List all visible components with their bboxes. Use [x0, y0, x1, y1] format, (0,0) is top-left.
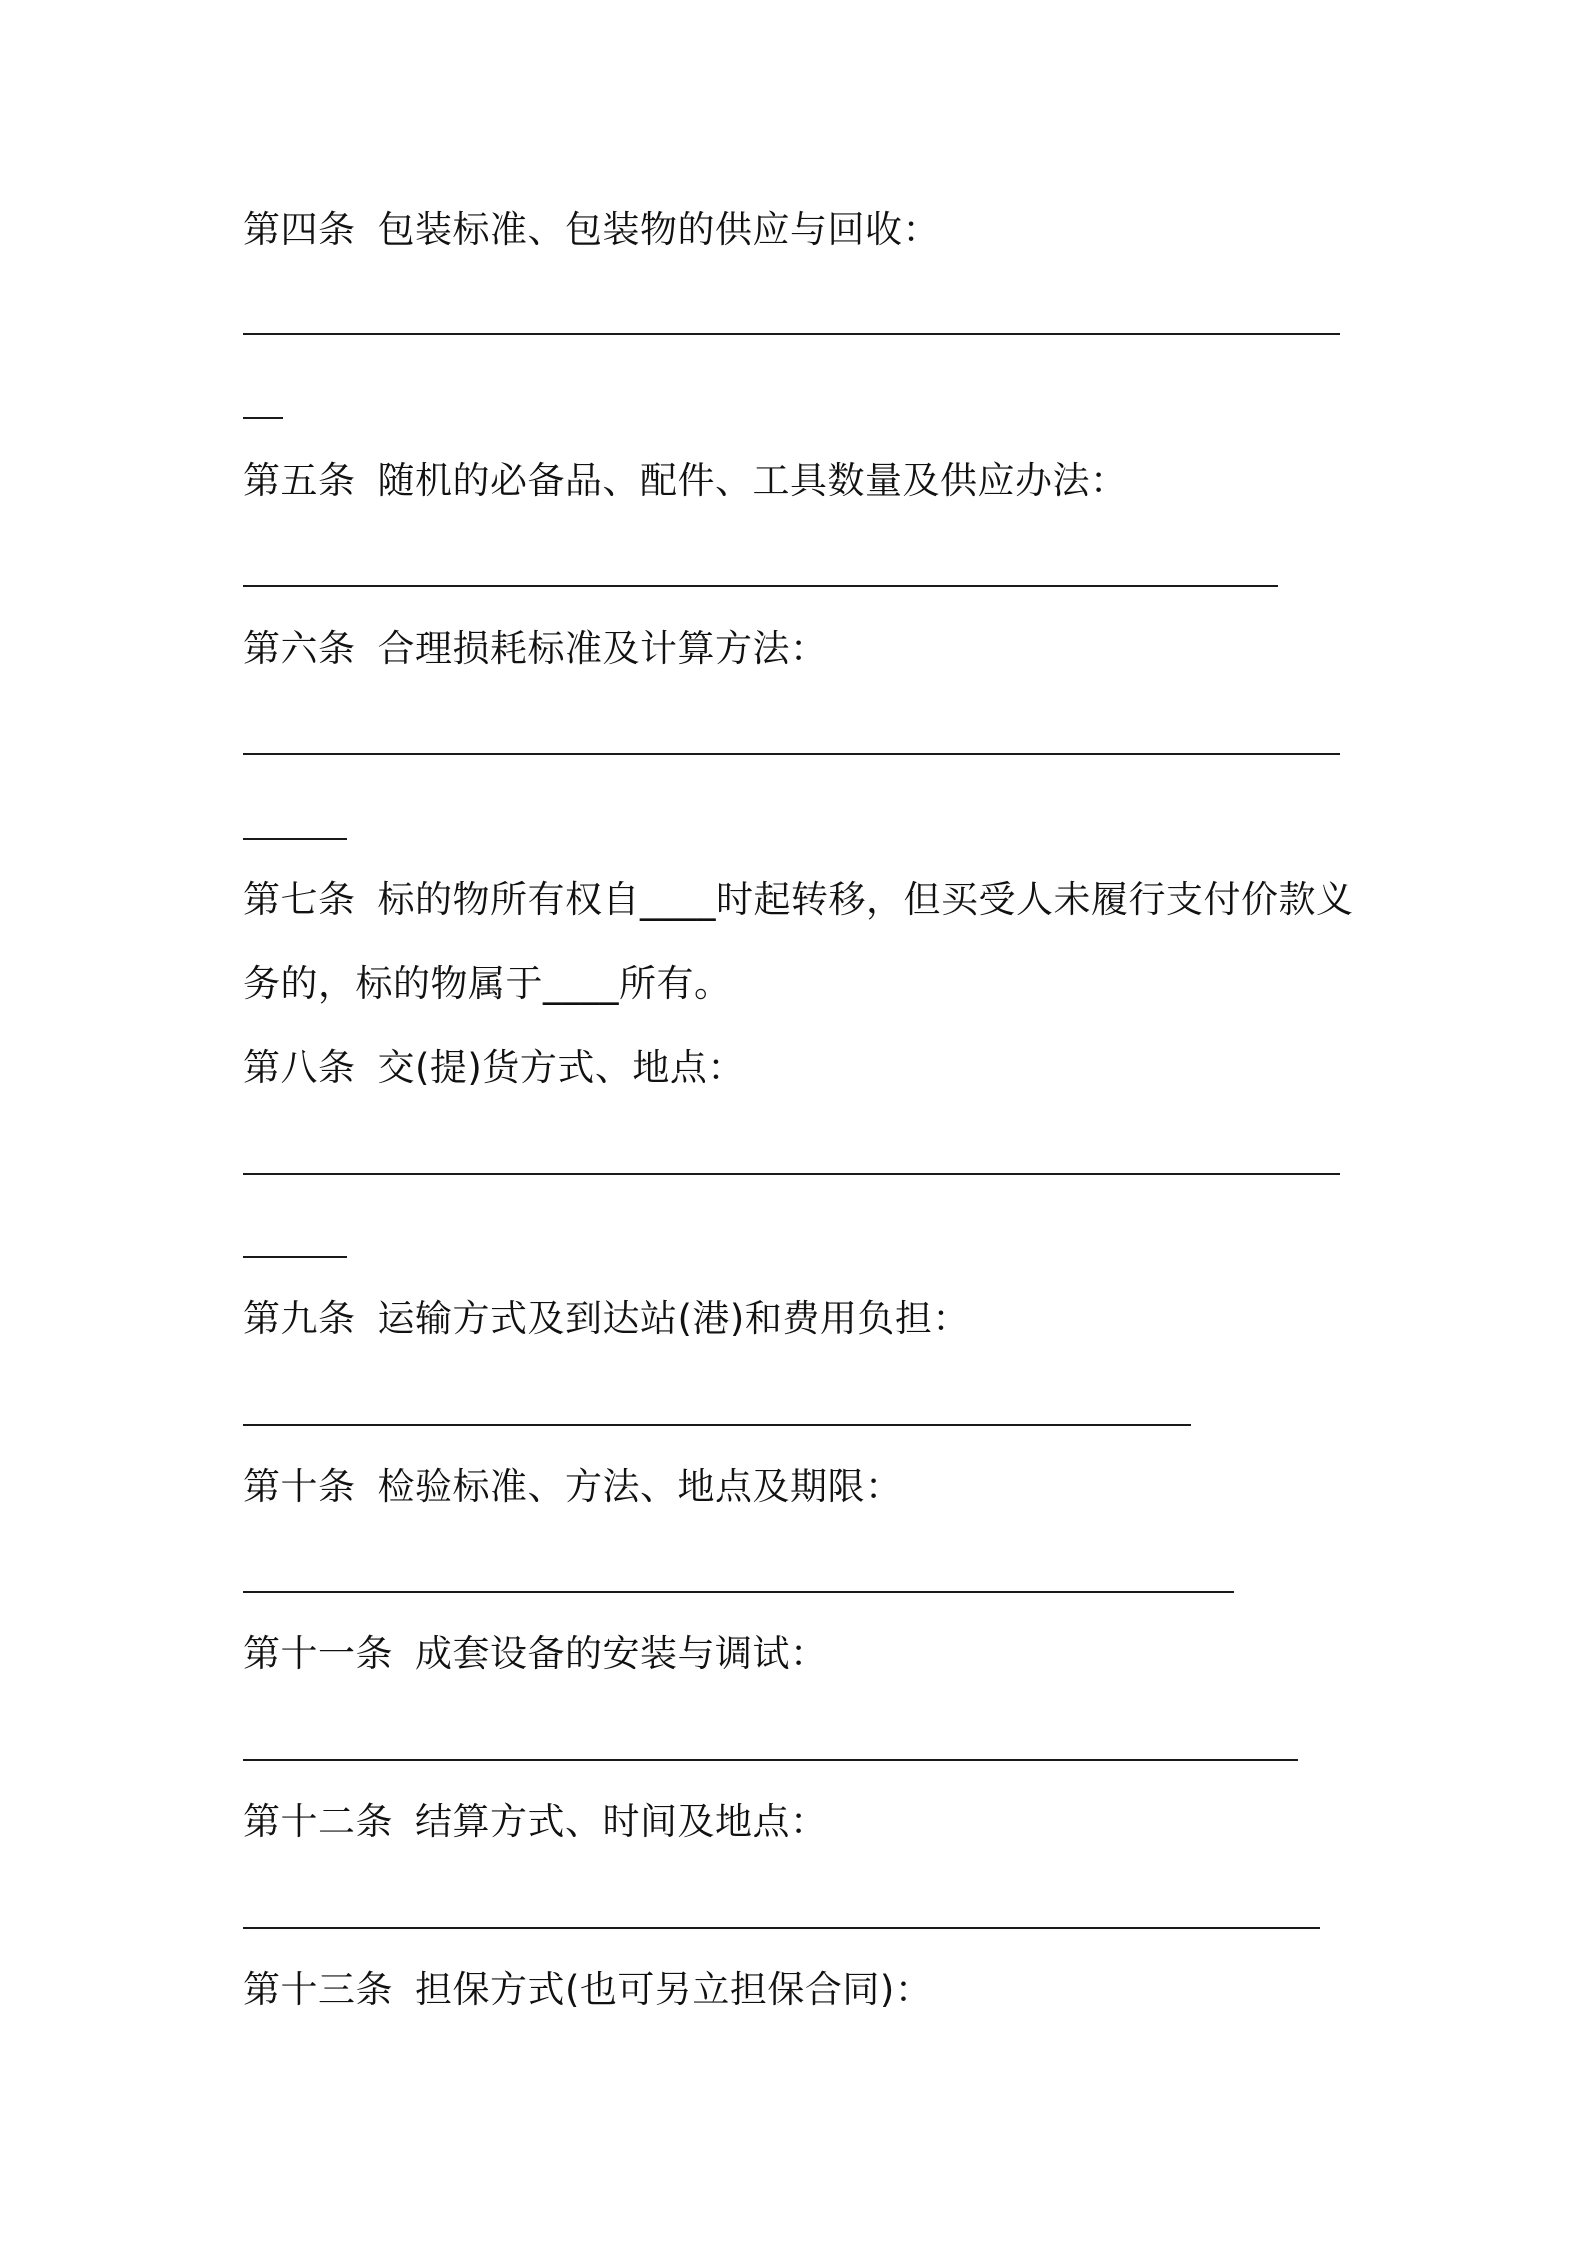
clause-7-number: 第七条 — [243, 878, 356, 921]
clause-11 — [243, 1629, 828, 1679]
clause-7-continued — [243, 959, 732, 1009]
clause-4-fill-line — [243, 333, 1340, 335]
clause-4-number: 第四条 — [243, 208, 356, 251]
clause-6-number: 第六条 — [243, 627, 356, 670]
clause-13 — [243, 1965, 932, 2015]
clause-11-title: 成套设备的安装与调试： — [415, 1632, 828, 1675]
clause-9-fill-line — [243, 1424, 1191, 1426]
clause-12-title: 结算方式、时间及地点： — [415, 1800, 828, 1843]
clause-8-fill-line — [243, 1173, 1340, 1175]
clause-9-number: 第九条 — [243, 1297, 356, 1340]
clause-7-text-line2: 务的，标的物属于____所有。 — [243, 962, 732, 1005]
clause-5 — [243, 456, 1128, 506]
clause-8-title: 交(提)货方式、地点： — [377, 1046, 745, 1089]
clause-10-fill-line — [243, 1591, 1234, 1593]
clause-8-number: 第八条 — [243, 1046, 356, 1089]
clause-5-fill-line — [243, 585, 1278, 587]
clause-4-fill-line-continued — [243, 417, 283, 419]
clause-8 — [243, 1043, 745, 1093]
clause-11-number: 第十一条 — [243, 1632, 393, 1675]
clause-7-text-line1: 标的物所有权自____时起转移，但买受人未履行支付价款义 — [377, 878, 1354, 921]
clause-6-title: 合理损耗标准及计算方法： — [377, 627, 828, 670]
clause-12-fill-line — [243, 1927, 1320, 1929]
clause-11-fill-line — [243, 1759, 1298, 1761]
clause-6-fill-line-continued — [243, 838, 347, 840]
clause-13-title: 担保方式(也可另立担保合同)： — [415, 1968, 933, 2011]
clause-10-title: 检验标准、方法、地点及期限： — [377, 1465, 903, 1508]
clause-13-number: 第十三条 — [243, 1968, 393, 2011]
clause-6-fill-line — [243, 753, 1340, 755]
clause-9 — [243, 1294, 970, 1344]
clause-5-title: 随机的必备品、配件、工具数量及供应办法： — [377, 459, 1128, 502]
clause-8-fill-line-continued — [243, 1256, 347, 1258]
clause-6 — [243, 624, 828, 674]
clause-4 — [243, 205, 940, 255]
clause-10-number: 第十条 — [243, 1465, 356, 1508]
clause-9-title: 运输方式及到达站(港)和费用负担： — [377, 1297, 970, 1340]
clause-10 — [243, 1462, 903, 1512]
clause-7 — [243, 875, 1354, 925]
clause-5-number: 第五条 — [243, 459, 356, 502]
clause-4-title: 包装标准、包装物的供应与回收： — [377, 208, 940, 251]
clause-12-number: 第十二条 — [243, 1800, 393, 1843]
clause-12 — [243, 1797, 828, 1847]
